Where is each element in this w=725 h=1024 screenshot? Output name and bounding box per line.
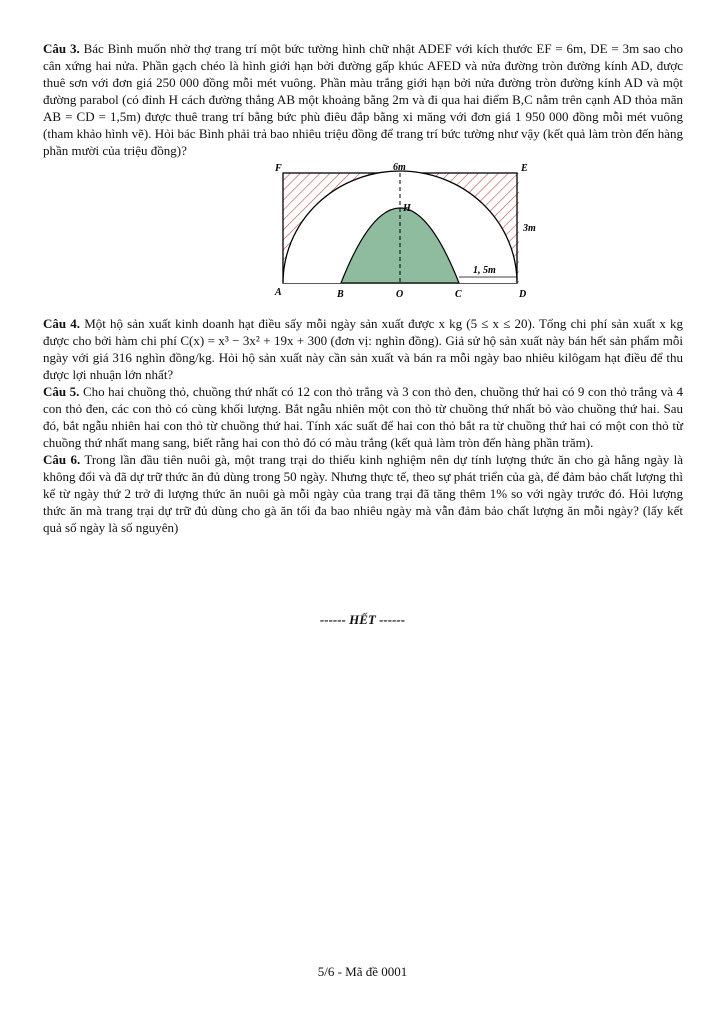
- question-5-label: Câu 5.: [43, 384, 80, 399]
- label-E: E: [521, 163, 528, 174]
- wall-diagram: [223, 161, 536, 311]
- label-top-length: 6m: [393, 162, 406, 173]
- question-4-label: Câu 4.: [43, 316, 81, 331]
- label-D: D: [519, 289, 527, 300]
- label-F: F: [275, 163, 282, 174]
- question-3: [43, 40, 683, 159]
- exam-page: [43, 40, 683, 536]
- question-4-text: Một hộ sản xuất kinh doanh hạt điều sấy mỗi ngày sản xuất được x kg (5 ≤ x ≤ 20). Tổng chi phí sản xuất x kg được cho bởi hàm chi phí C(x) = x³ − 3x² + 19x + 300 (đơn vị: nghìn đồng). Giả sử hộ sản xuất này bán hết sản phẩm mỗi ngày với giá 316 nghìn đồng/kg. Hỏi hộ sản xuất này cần sản xuất và bán ra mỗi ngày bao nhiêu kilôgam hạt điều để thu được lợi nhuận lớn nhất?: [43, 316, 684, 382]
- question-4: [43, 315, 683, 383]
- label-A: A: [275, 287, 282, 298]
- wall-figure: [43, 161, 683, 311]
- question-5-text: Cho hai chuồng thỏ, chuồng thứ nhất có 12 con thỏ trắng và 3 con thỏ đen, chuồng thứ hai có 9 con thỏ trắng và 4 con thỏ đen, các con thỏ có cùng khối lượng. Bắt ngẫu nhiên một con thỏ từ chuồng thứ nhất bỏ vào chuồng thứ hai. Sau đó, bắt ngẫu nhiên hai con thỏ từ chuồng thứ hai. Tính xác suất để hai con thỏ bắt ra từ chuồng thứ hai có một con thỏ từ chuồng thứ nhất mang sang, biết rằng hai con thỏ đó có màu trắng (kết quả làm tròn đến hàng phần trăm).: [43, 384, 683, 450]
- question-3-label: Câu 3.: [43, 41, 80, 56]
- page-footer: 5/6 - Mã đề 0001: [317, 964, 408, 979]
- label-side-length: 3m: [523, 223, 536, 234]
- end-mark: ------ HẾT ------: [319, 612, 406, 627]
- label-B: B: [337, 289, 344, 300]
- label-C: C: [455, 289, 462, 300]
- label-cd-length: 1, 5m: [473, 265, 496, 276]
- question-3-text: Bác Bình muốn nhờ thợ trang trí một bức tường hình chữ nhật ADEF với kích thước EF = 6m, DE = 3m sao cho cân xứng hai nửa. Phần gạch chéo là hình giới hạn bởi đường gấp khúc AFED và nửa đường tròn đường kính AD, được thuê sơn với đơn giá 250 000 đồng mỗi mét vuông. Phần màu trắng giới hạn bởi nửa đường tròn đường kính AD và một đường parabol (có đỉnh H cách đường thẳng AB một khoảng bằng 2m và đi qua hai điểm B,C nằm trên cạnh AD thỏa mãn AB = CD = 1,5m) được thuê trang trí bằng bức phù điêu đắp bằng xi măng với đơn giá 1 950 000 đồng mỗi mét vuông (tham khảo hình vẽ). Hỏi bác Bình phải trả bao nhiêu triệu đồng để trang trí bức tường như vậy (kết quả làm tròn đến hàng phần mười của triệu đồng)?: [43, 41, 684, 158]
- question-6-text: Trong lần đầu tiên nuôi gà, một trang trại do thiếu kinh nghiệm nên dự tính lượng thức ăn cho gà hằng ngày là không đổi và đã dự trữ thức ăn đủ dùng trong 50 ngày. Nhưng thực tế, theo sự phát triển của gà, để đảm bảo chất lượng thì kể từ ngày thứ 2 trở đi lượng thức ăn nuôi gà mỗi ngày của trang trại đã tăng thêm 1% so với ngày trước đó. Hỏi lượng thức ăn mà trang trại dự trữ đủ dùng cho gà ăn tối đa bao nhiêu ngày mà vẫn đảm bảo chất lượng ăn mỗi ngày? (lấy kết quả số ngày là số nguyên): [43, 452, 684, 535]
- label-O: O: [396, 289, 404, 300]
- question-5: [43, 383, 683, 451]
- label-H: H: [403, 203, 411, 214]
- question-6: [43, 451, 683, 536]
- question-6-label: Câu 6.: [43, 452, 81, 467]
